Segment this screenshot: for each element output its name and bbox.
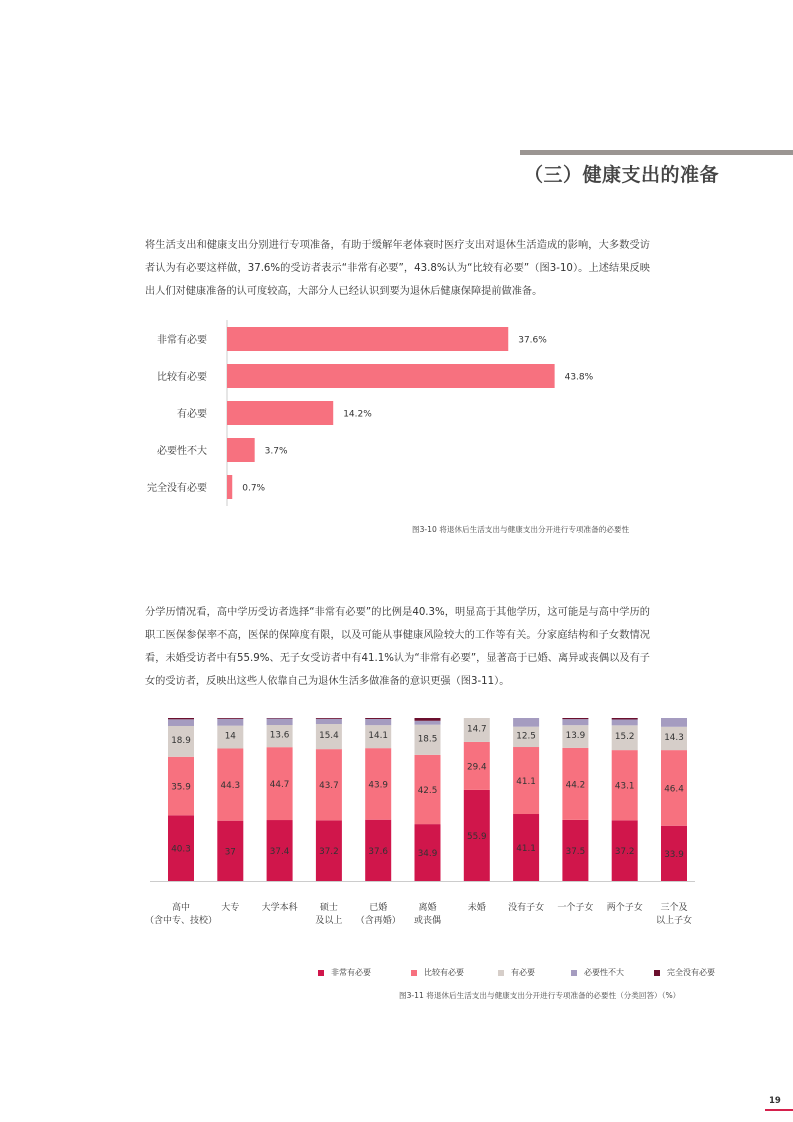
segment-label: 37.5: [565, 846, 586, 857]
segment-label: 37.2: [614, 847, 635, 858]
segment-label: 14.7: [467, 724, 487, 735]
category-label: （含中专、技校）: [144, 916, 218, 926]
legend-swatch: [571, 970, 577, 976]
legend-swatch: [318, 970, 324, 976]
segment-label: 29.4: [467, 762, 487, 773]
segment-label: 12.5: [516, 731, 536, 742]
category-label: （含再婚）: [355, 916, 401, 926]
stack-segment: [217, 719, 243, 726]
category-label: 大学本科: [261, 903, 298, 913]
category-label: 离婚: [418, 903, 437, 913]
necessity-bar-chart: [0, 310, 793, 515]
stack-segment: [661, 718, 687, 727]
category-label: 非常有必要: [157, 335, 207, 346]
category-label: 没有子女: [508, 903, 545, 913]
stack-segment: [316, 718, 342, 719]
category-label: 高中: [171, 903, 191, 913]
segment-label: 37: [224, 847, 236, 858]
stack-segment: [316, 719, 342, 724]
paragraph-intro: 将生活支出和健康支出分别进行专项准备，有助于缓解年老体衰时医疗支出对退休生活造成的影响，大多数受访者认为有必要这样做，37.6%的受访者表示“非常有必要”，43.8%认为“比较有必要”（图3-10）。上述结果反映出人们对健康准备的认可度较高，大部分人已经认识到要为退休后健康保障提前做准备。: [145, 240, 650, 297]
stack-segment: [168, 719, 194, 726]
legend-label: 必要性不大: [584, 968, 624, 977]
header-rule: [520, 150, 793, 155]
legend-swatch: [654, 970, 660, 976]
legend-label: 有必要: [511, 968, 535, 977]
stack-segment: [513, 718, 539, 727]
bar: [227, 364, 555, 388]
legend-item-fairly-necessary: [411, 967, 464, 978]
category-label: 一个子女: [557, 903, 594, 913]
legend-item-not-very-necessary: [571, 967, 624, 978]
legend-item-very-necessary: [318, 967, 371, 978]
category-label: 两个子女: [606, 903, 643, 913]
page-number-rule: [765, 1109, 793, 1111]
segment-label: 34.9: [417, 849, 438, 860]
page-number: 19: [769, 1096, 781, 1106]
segment-label: 44.3: [220, 781, 241, 792]
segment-label: 41.1: [516, 777, 536, 788]
legend-item-necessary: [498, 967, 535, 978]
legend-swatch: [411, 970, 417, 976]
category-label: 必要性不大: [157, 446, 207, 457]
segment-label: 43.7: [319, 781, 339, 792]
segment-label: 37.6: [368, 846, 388, 857]
paragraph-breakdown: 分学历情况看，高中学历受访者选择“非常有必要”的比例是40.3%，明显高于其他学历，这可能是与高中学历的职工医保参保率不高，医保的保障度有限，以及可能从事健康风险较大的工作等有关。分家庭结构和子女数情况看，未婚受访者中有55.9%、无子女受访者中有41.1%认为“非常有必要”，显著高于已婚、离异或丧偶以及有子女的受访者，反映出这些人依靠自己为退休生活多做准备的意识更强（图3-11）。: [145, 607, 650, 687]
value-label: 3.7%: [264, 446, 288, 457]
segment-label: 13.6: [269, 730, 290, 741]
segment-label: 43.1: [614, 781, 635, 792]
stack-segment: [415, 718, 441, 721]
bar: [227, 401, 333, 425]
category-label: 比较有必要: [157, 372, 207, 383]
category-label: 已婚: [369, 903, 388, 913]
category-label: 或丧偶: [413, 916, 442, 926]
legend-item-not-at-all: [654, 967, 715, 978]
value-label: 43.8%: [564, 372, 594, 383]
segment-label: 46.4: [664, 784, 684, 795]
segment-label: 13.9: [565, 731, 586, 742]
stack-segment: [562, 718, 588, 719]
segment-label: 43.9: [368, 780, 388, 791]
segment-label: 33.9: [664, 849, 684, 860]
segment-label: 44.2: [565, 780, 586, 791]
section-title: （三）健康支出的准备: [524, 164, 720, 186]
segment-label: 41.1: [516, 844, 536, 855]
bar: [227, 475, 232, 499]
segment-label: 35.9: [171, 782, 191, 793]
value-label: 37.6%: [518, 335, 547, 346]
segment-label: 15.4: [319, 731, 339, 742]
category-label: 大专: [221, 903, 240, 913]
category-label: 硕士: [319, 903, 338, 913]
bar: [227, 327, 508, 351]
stack-segment: [217, 718, 243, 719]
legend-swatch: [498, 970, 504, 976]
figure-caption-3-11: 图3-11 将退休后生活支出与健康支出分开进行专项准备的必要性（分类回答）（%）: [399, 991, 681, 1000]
segment-label: 14.3: [664, 732, 684, 743]
segment-label: 15.2: [614, 732, 635, 743]
legend-label: 完全没有必要: [667, 968, 715, 977]
value-label: 0.7%: [242, 483, 266, 494]
segment-label: 37.4: [269, 847, 290, 858]
legend-label: 比较有必要: [424, 968, 464, 977]
category-label: 有必要: [177, 409, 207, 420]
segment-label: 18.5: [417, 734, 438, 745]
stack-segment: [612, 719, 638, 725]
category-label: 及以上: [315, 916, 343, 926]
stack-segment: [562, 719, 588, 725]
stack-segment: [168, 718, 194, 719]
category-label: 未婚: [467, 903, 486, 913]
segment-label: 14.1: [368, 731, 388, 742]
stack-segment: [365, 718, 391, 719]
segment-label: 42.5: [417, 785, 438, 796]
value-label: 14.2%: [343, 409, 372, 420]
stack-segment: [267, 718, 293, 725]
bar: [227, 438, 255, 462]
segment-label: 40.3: [171, 844, 191, 855]
stack-segment: [415, 721, 441, 725]
category-label: 三个及: [660, 903, 688, 913]
segment-label: 18.9: [171, 735, 191, 746]
necessity-stacked-chart: [0, 700, 793, 950]
segment-label: 14: [224, 731, 236, 742]
stack-segment: [365, 719, 391, 725]
category-label: 以上子女: [655, 916, 693, 926]
chart-legend: [318, 967, 715, 978]
figure-caption-3-10: 图3-10 将退休后生活支出与健康支出分开进行专项准备的必要性: [412, 525, 630, 534]
segment-label: 37.2: [319, 847, 339, 858]
stack-segment: [612, 718, 638, 719]
segment-label: 44.7: [269, 780, 290, 791]
legend-label: 非常有必要: [331, 968, 371, 977]
segment-label: 55.9: [467, 831, 487, 842]
category-label: 完全没有必要: [147, 483, 207, 494]
